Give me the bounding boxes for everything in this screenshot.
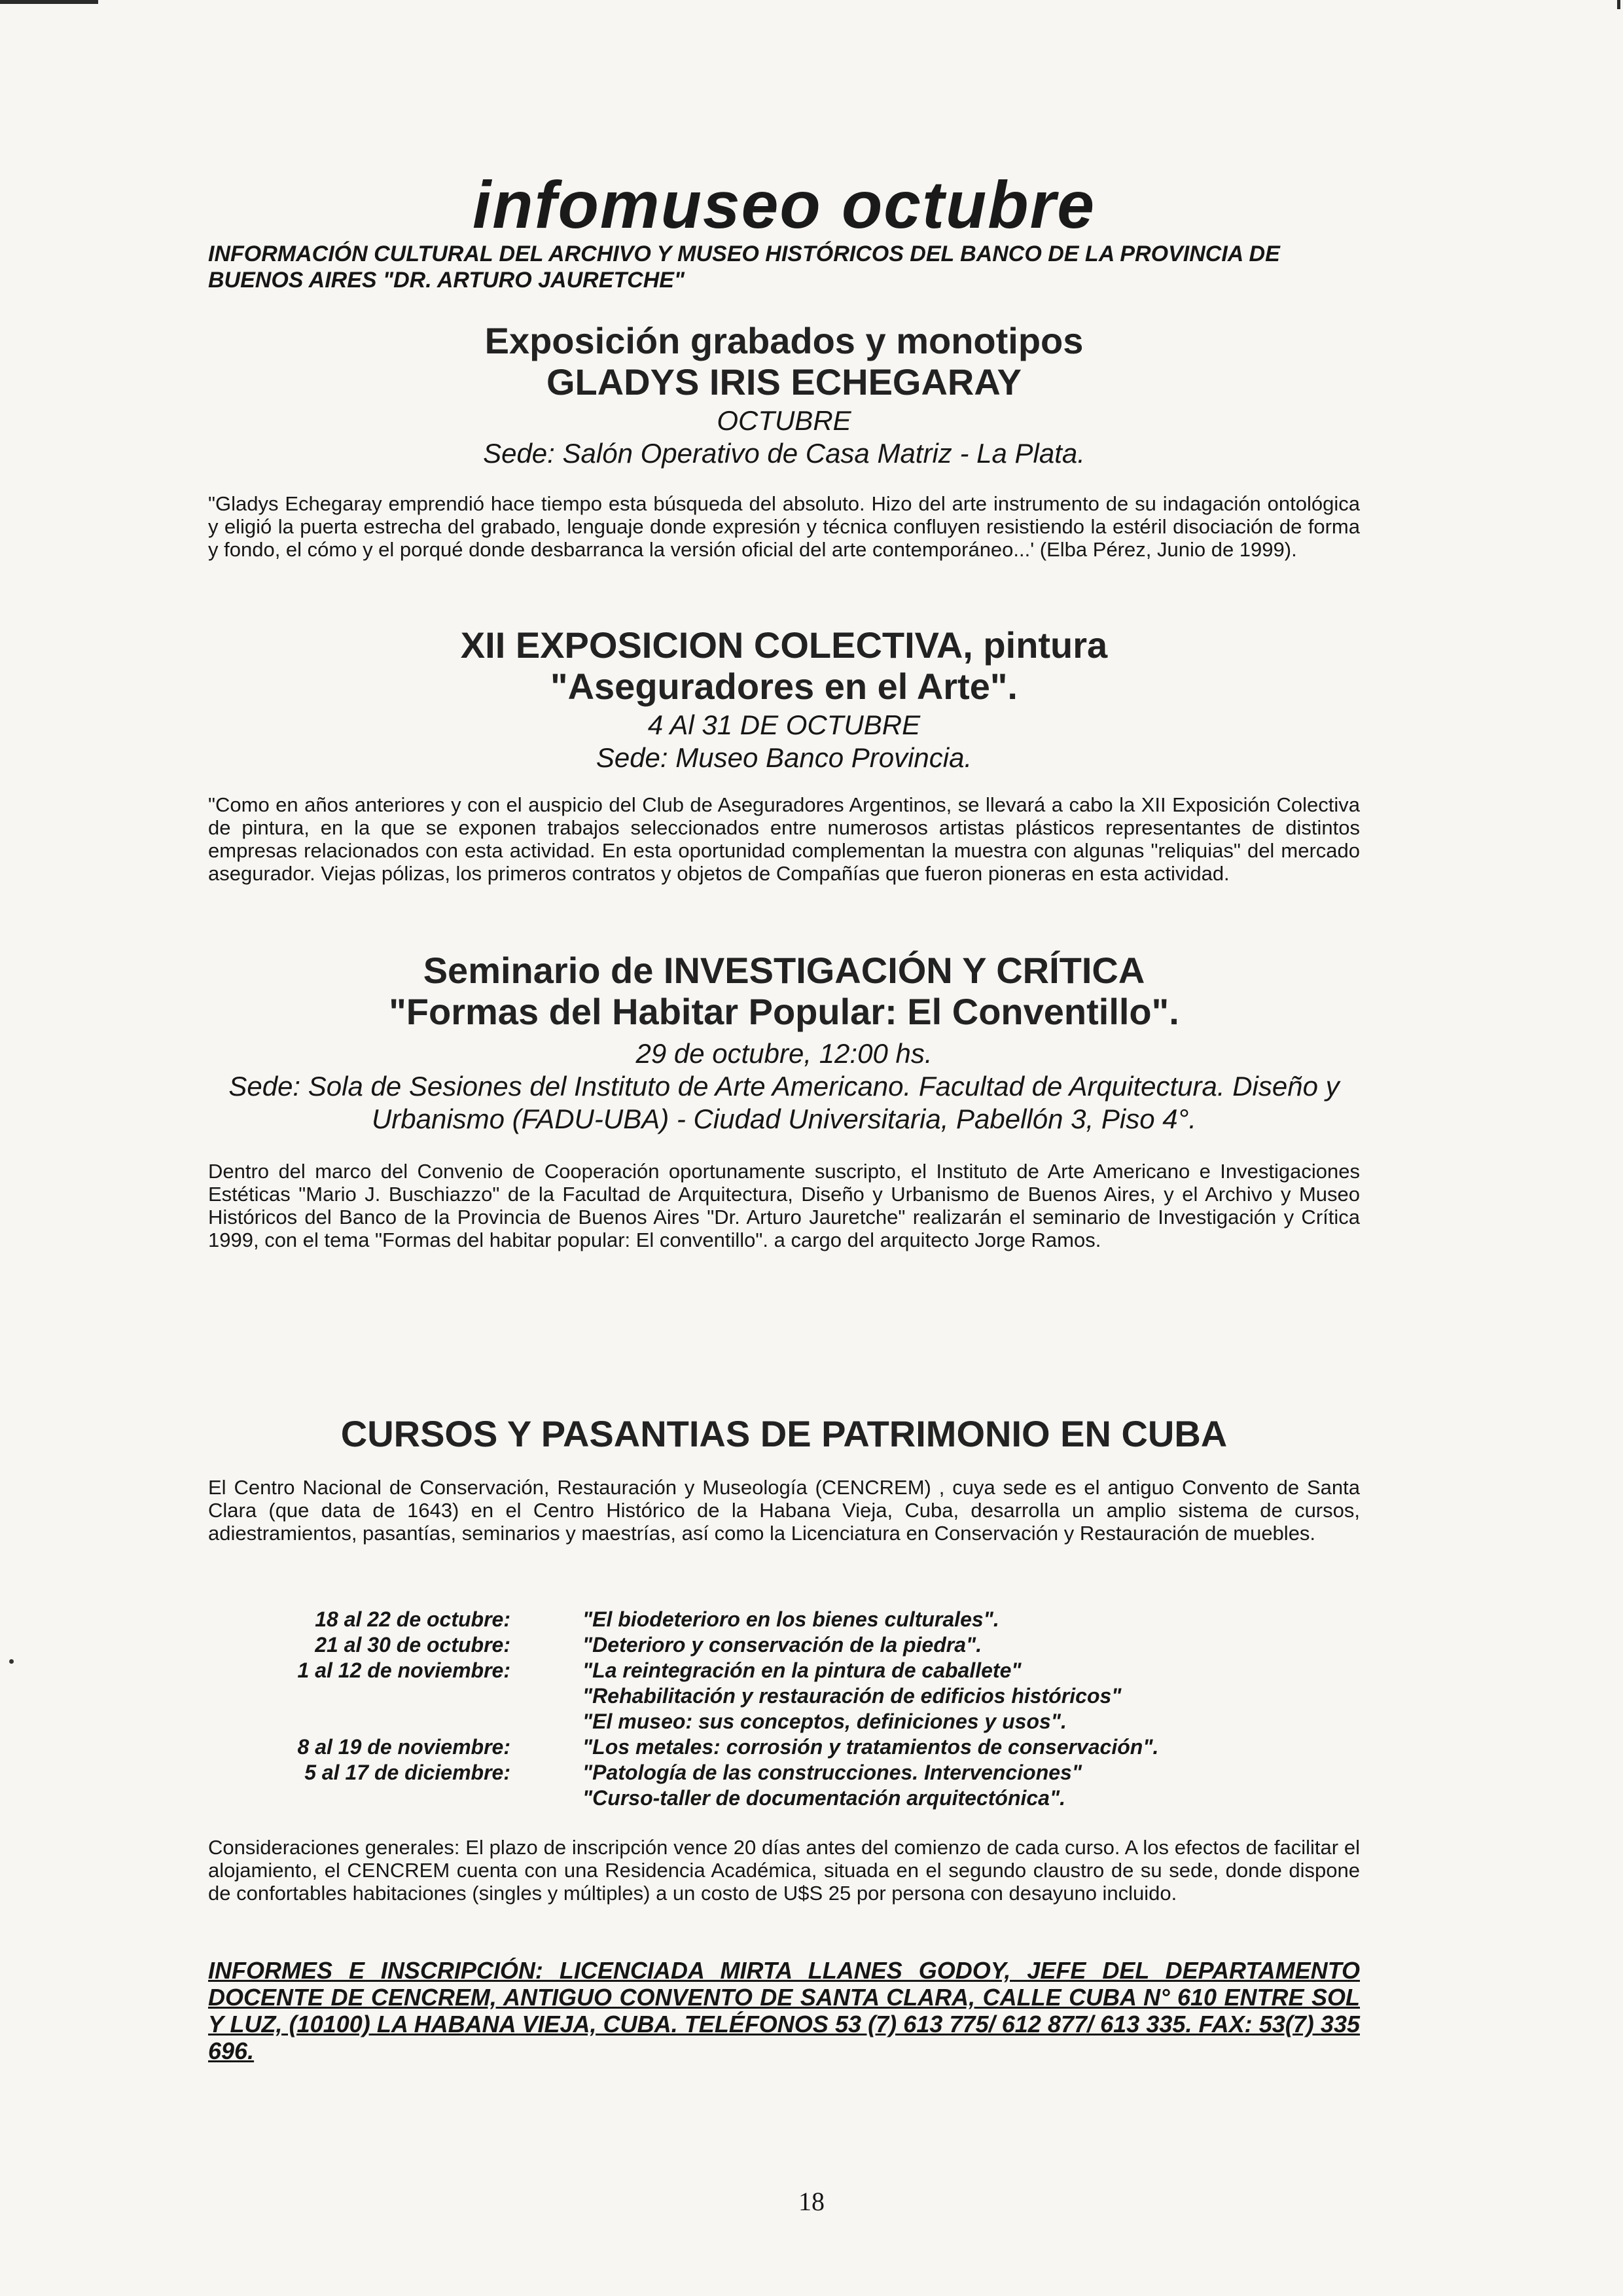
- section1-date: OCTUBRE: [717, 405, 851, 436]
- scan-edge-mark: [0, 0, 98, 4]
- section2-subtitle: "Aseguradores en el Arte".: [550, 666, 1018, 707]
- section1-artist: GLADYS IRIS ECHEGARAY: [546, 361, 1022, 403]
- section2-venue: Sede: Museo Banco Provincia.: [596, 742, 972, 773]
- scan-edge-mark: [1617, 0, 1620, 9]
- section1-title: Exposición grabados y monotipos: [484, 320, 1084, 361]
- course-date: [208, 1683, 582, 1709]
- course-date: 5 al 17 de diciembre:: [304, 1761, 510, 1784]
- course-row: [208, 1734, 1360, 1760]
- course-row: [208, 1760, 1360, 1785]
- section3-body: Dentro del marco del Convenio de Cooperación oportunamente suscripto, el Instituto de Arte Americano e Investigaciones Estéticas "Mario J. Buschiazzo" de la Facultad de Arquitectura, Diseño y Urbanismo de Buenos Aires, y el Archivo y Museo Históricos del Banco de la Provincia de Buenos Aires "Dr. Arturo Jauretche" realizarán el seminario de Investigación y Crítica 1999, con el tema "Formas del habitar popular: El conventillo". a cargo del arquitecto Jorge Ramos.: [208, 1160, 1360, 1251]
- section3-venue: Sede: Sola de Sesiones del Instituto de Arte Americano. Facultad de Arquitectura. Diseño y Urbanismo (FADU-UBA) - Ciudad Universitaria, Pabellón 3, Piso 4°.: [228, 1071, 1340, 1134]
- scan-dot: [9, 1659, 14, 1664]
- course-title: "Patología de las construcciones. Intervenciones": [582, 1761, 1082, 1784]
- section3-title: Seminario de INVESTIGACIÓN Y CRÍTICA: [423, 950, 1145, 991]
- course-row: [208, 1785, 1360, 1811]
- section4-title: CURSOS Y PASANTIAS DE PATRIMONIO EN CUBA: [340, 1413, 1228, 1454]
- section4-considerations: Consideraciones generales: El plazo de inscripción vence 20 días antes del comienzo de cada curso. A los efectos de facilitar el alojamiento, el CENCREM cuenta con una Residencia Académica, situada en el segundo claustro de su sede, donde dispone de confortables habitaciones (singles y múltiples) a un costo de U$S 25 por persona con desayuno incluido.: [208, 1836, 1360, 1905]
- course-row: [208, 1632, 1360, 1658]
- section4-intro: El Centro Nacional de Conservación, Restauración y Museología (CENCREM) , cuya sede es el antiguo Convento de Santa Clara (que data de 1643) en el Centro Histórico de la Habana Vieja, Cuba, desarrolla un amplio sistema de cursos, adiestramientos, pasantías, seminarios y maestrías, así como la Licenciatura en Conservación y Restauración de muebles.: [208, 1476, 1360, 1545]
- course-date: 8 al 19 de noviembre:: [297, 1735, 510, 1759]
- section2-body: "Como en años anteriores y con el auspicio del Club de Aseguradores Argentinos, se llevará a cabo la XII Exposición Colectiva de pintura, en la que se exponen trabajos seleccionados entre numerosos artistas plásticos representantes de distintos empresas relacionados con esta actividad. En esta oportunidad complementan la muestra con algunas "reliquias" del mercado asegurador. Viejas pólizas, los primeros contratos y objetos de Compañías que fueron pioneras en esta actividad.: [208, 793, 1360, 885]
- course-title: "El museo: sus conceptos, definiciones y usos".: [582, 1710, 1067, 1733]
- course-date: 1 al 12 de noviembre:: [297, 1659, 510, 1682]
- section1-venue: Sede: Salón Operativo de Casa Matriz - La Plata.: [483, 438, 1085, 469]
- course-title: "Curso-taller de documentación arquitectónica".: [582, 1786, 1066, 1810]
- contact-info: INFORMES E INSCRIPCIÓN: LICENCIADA MIRTA LLANES GODOY, JEFE DEL DEPARTAMENTO DOCENTE DE CENCREM, ANTIGUO CONVENTO DE SANTA CLARA, CALLE CUBA N° 610 ENTRE SOL Y LUZ, (10100) LA HABANA VIEJA, CUBA. TELÉFONOS 53 (7) 613 775/ 612 877/ 613 335. FAX: 53(7) 335 696.: [208, 1957, 1360, 2064]
- section3-subtitle: "Formas del Habitar Popular: El Conventillo".: [389, 991, 1179, 1032]
- course-date: 18 al 22 de octubre:: [315, 1607, 510, 1631]
- course-date: 21 al 30 de octubre:: [315, 1633, 510, 1657]
- section3-date: 29 de octubre, 12:00 hs.: [635, 1038, 933, 1069]
- section2-title: XII EXPOSICION COLECTIVA, pintura: [460, 624, 1108, 666]
- course-title: "El biodeterioro en los bienes culturales".: [582, 1607, 999, 1631]
- course-row: [208, 1607, 1360, 1632]
- section2-date: 4 Al 31 DE OCTUBRE: [647, 709, 921, 740]
- course-title: "Rehabilitación y restauración de edificios históricos": [582, 1684, 1122, 1708]
- course-date: [208, 1785, 582, 1811]
- course-list: [208, 1607, 1360, 1811]
- course-title: "La reintegración en la pintura de caballete": [582, 1659, 1022, 1682]
- masthead-title: infomuseo octubre: [472, 168, 1096, 242]
- page-number: 18: [798, 2187, 825, 2216]
- course-title: "Los metales: corrosión y tratamientos de conservación".: [582, 1735, 1159, 1759]
- masthead-subtitle: INFORMACIÓN CULTURAL DEL ARCHIVO Y MUSEO HISTÓRICOS DEL BANCO DE LA PROVINCIA DE BUENOS AIRES "DR. ARTURO JAURETCHE": [208, 242, 1280, 293]
- course-row: [208, 1658, 1360, 1683]
- course-title: "Deterioro y conservación de la piedra".: [582, 1633, 982, 1657]
- course-row: [208, 1709, 1360, 1734]
- section1-body: "Gladys Echegaray emprendió hace tiempo esta búsqueda del absoluto. Hizo del arte instrumento de su indagación ontológica y eligió la puerta estrecha del grabado, lenguaje donde expresión y técnica confluyen resistiendo la estéril disociación de forma y fondo, el cómo y el porqué donde desbarranca la versión oficial del arte contemporáneo...' (Elba Pérez, Junio de 1999).: [208, 492, 1360, 561]
- course-row: [208, 1683, 1360, 1709]
- course-date: [208, 1709, 582, 1734]
